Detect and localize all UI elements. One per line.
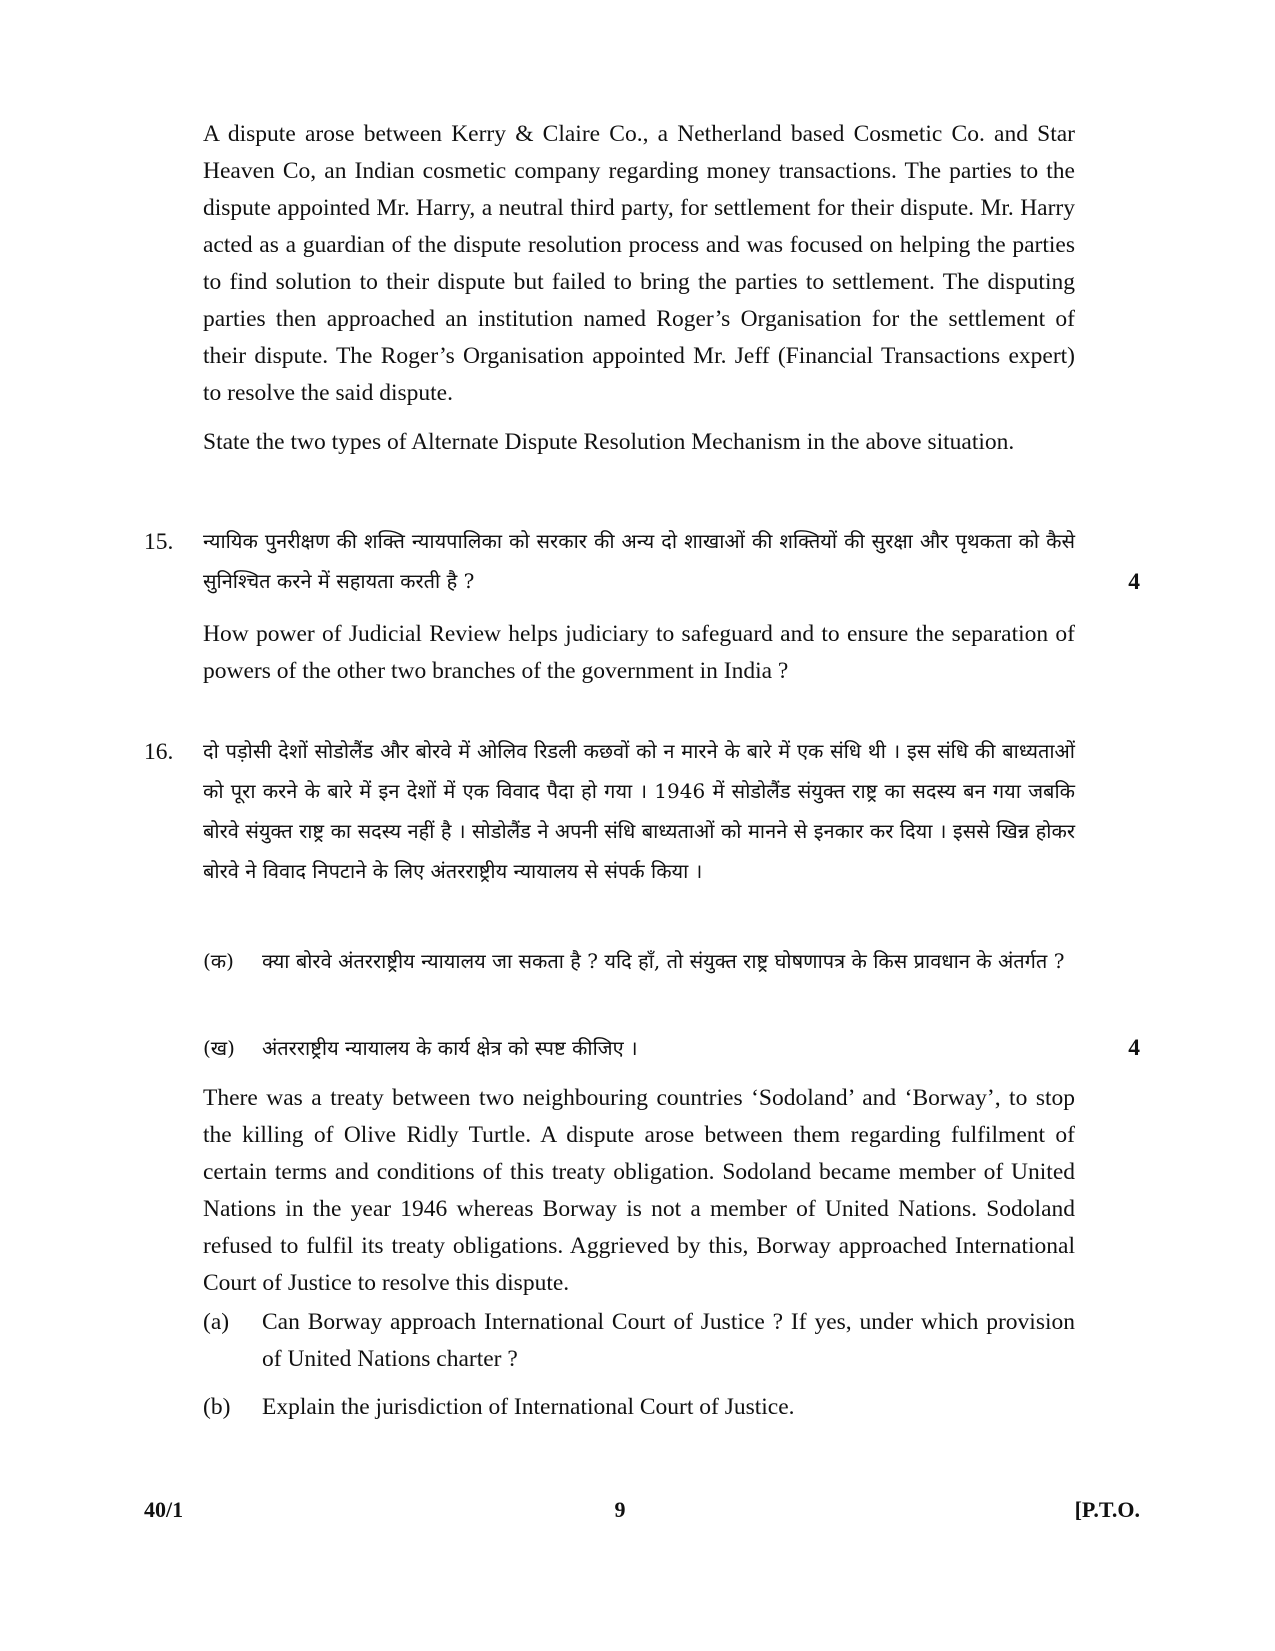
q16-number: 16. xyxy=(144,739,174,765)
q16-marks: 4 xyxy=(1128,1035,1140,1061)
q16-hindi-part-ka xyxy=(203,941,1075,981)
q15-english-text: How power of Judicial Review helps judiciary to safeguard and to ensure the separation of powers of the other two branches of the government in India ? xyxy=(203,621,1075,684)
q16-english-part-a xyxy=(203,1304,1075,1378)
q15-marks: 4 xyxy=(1128,569,1140,595)
q16-english-part-a-label: (a) xyxy=(203,1309,230,1335)
q16-hindi-text: दो पड़ोसी देशों सोडोलैंड और बोरवे में ओलिव रिडली कछवों को न मारने के बारे में एक संधि थी । इस संधि की बाध्यताओं को पूरा करने के बारे में इन देशों में एक विवाद पैदा हो गया । 1946 में सोडोलैंड संयुक्त राष्ट्र का सदस्य बन गया जबकि बोरवे संयुक्त राष्ट्र का सदस्य नहीं है । सोडोलैंड ने अपनी संधि बाध्यताओं को मानने से इनकार कर दिया । इससे खिन्न होकर बोरवे ने विवाद निपटाने के लिए अंतरराष्ट्रीय न्यायालय से संपर्क किया । xyxy=(203,739,1075,883)
q16-hindi-part-ka-text: क्या बोरवे अंतरराष्ट्रीय न्यायालय जा सकता है ? यदि हाँ, तो संयुक्त राष्ट्र घोषणापत्र के किस प्रावधान के अंतर्गत ? xyxy=(262,949,1065,973)
page-number: 9 xyxy=(614,1497,626,1522)
q15-hindi-text: न्यायिक पुनरीक्षण की शक्ति न्यायपालिका को सरकार की अन्य दो शाखाओं की शक्तियों की सुरक्षा और पृथकता को कैसे सुनिश्चित करने में सहायता करती है ? xyxy=(203,529,1075,593)
q16-english-part-b-text: Explain the jurisdiction of International Court of Justice. xyxy=(262,1394,795,1420)
q16-hindi-part-kha-text: अंतरराष्ट्रीय न्यायालय के कार्य क्षेत्र को स्पष्ट कीजिए । xyxy=(262,1036,638,1060)
paper-code: 40/1 xyxy=(144,1497,184,1522)
q14-scenario-paragraph: A dispute arose between Kerry & Claire Co., a Netherland based Cosmetic Co. and Star Heaven Co, an Indian cosmetic company regarding money transactions. The parties to the dispute appointed Mr. Harry, a neutral third party, for settlement for their dispute. Mr. Harry acted as a guardian of the dispute resolution process and was focused on helping the parties to find solution to their dispute but failed to bring the parties to settlement. The disputing parties then approached an institution named Roger’s Organisation for the settlement of their dispute. The Roger’s Organisation appointed Mr. Jeff (Financial Transactions expert) to resolve the said dispute. xyxy=(203,121,1075,406)
please-turn-over: [P.T.O. xyxy=(1074,1497,1140,1522)
q16-hindi-part-ka-label: (क) xyxy=(203,949,234,973)
q15-number: 15. xyxy=(144,529,174,555)
q16-english-part-b-label: (b) xyxy=(203,1394,231,1420)
q16-hindi-part-kha xyxy=(203,1028,1075,1068)
q16-hindi-part-kha-label: (ख) xyxy=(203,1036,235,1060)
q16-english-part-b xyxy=(203,1389,1075,1426)
q16-english-part-a-text: Can Borway approach International Court of Justice ? If yes, under which provision of United Nations charter ? xyxy=(262,1309,1075,1372)
q16-english-text: There was a treaty between two neighbouring countries ‘Sodoland’ and ‘Borway’, to stop the killing of Olive Ridly Turtle. A dispute arose between them regarding fulfilment of certain terms and conditions of this treaty obligation. Sodoland became member of United Nations in the year 1946 whereas Borway is not a member of United Nations. Sodoland refused to fulfil its treaty obligations. Aggrieved by this, Borway approached International Court of Justice to resolve this dispute. xyxy=(203,1085,1075,1296)
q14-question-text: State the two types of Alternate Dispute Resolution Mechanism in the above situation. xyxy=(203,429,1015,455)
